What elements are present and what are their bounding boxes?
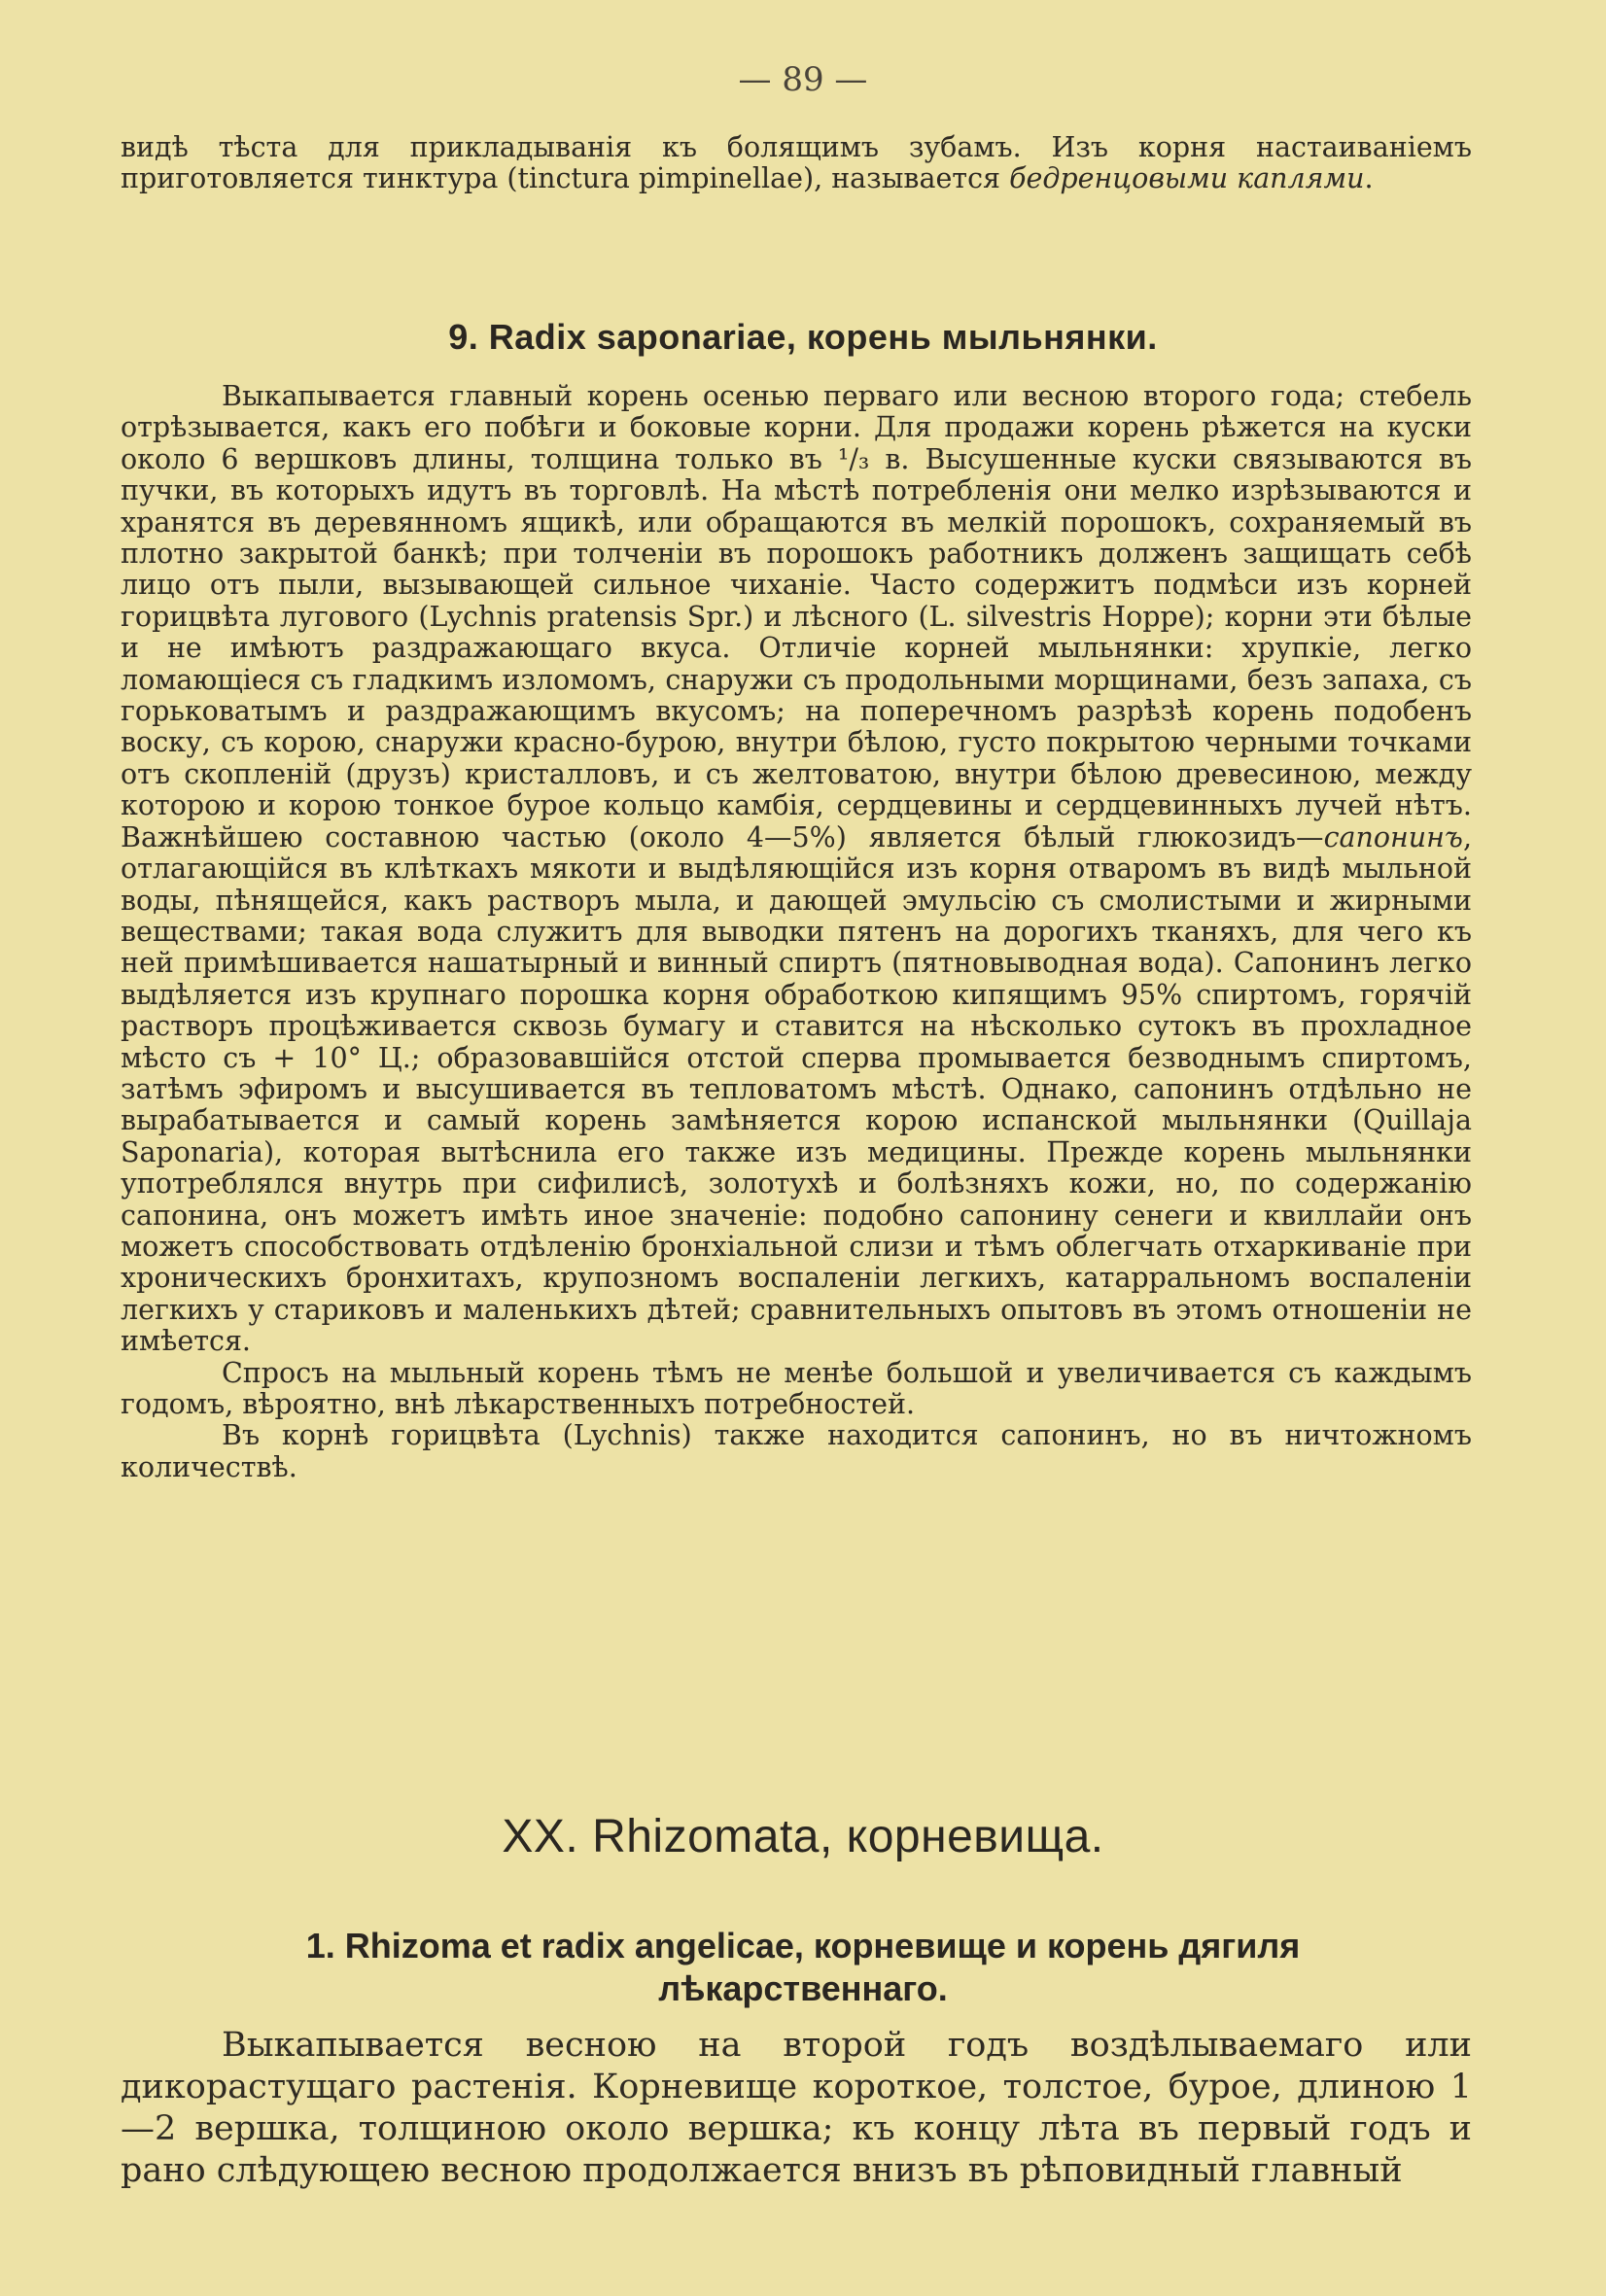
saponaria-paragraph-1 [121, 381, 1472, 1358]
intro-italic-term: бедренцовыми каплями [1009, 162, 1365, 195]
section-heading: XX. Rhizomata, корневища. [502, 1811, 1104, 1862]
intro-paragraph [121, 132, 1472, 195]
angelica-body [121, 2025, 1472, 2192]
intro-text-a: видѣ тѣста для прикладыванія къ болящимъ зубамъ. Изъ корня настаиваніемъ приготовляется тинктура (tinctura pimpinellae), называется [121, 131, 1472, 195]
saponaria-body [121, 381, 1472, 1483]
saponaria-heading: 9. Radix saponariae, корень мыльнянки. [448, 317, 1158, 357]
intro-text [121, 132, 1472, 195]
saponaria-p1-italic: сапонинъ [1323, 820, 1463, 853]
intro-text-c: . [1364, 162, 1374, 195]
page-number: — 89 — [738, 60, 868, 99]
saponaria-p1-text-a: Выкапывается главный корень осенью перваго или весною второго года; стебель отрѣзывается, какъ его побѣги и боковые корни. Для продажи корень рѣжется на куски около 6 вершковъ длины, толщина только въ ¹/₃ в. Высушенные куски связываются въ пучки, въ которыхъ идутъ въ торговлѣ. На мѣстѣ потребленія они мелко изрѣзываются и хранятся въ деревянномъ ящикѣ, или обращаются въ мелкій порошокъ, сохраняемый въ плотно закрытой банкѣ; при толченіи въ порошокъ работникъ долженъ защищать себѣ лицо отъ пыли, вызывающей сильное чиханіе. Часто содержитъ подмѣси изъ корней горицвѣта лугового (Lychnis pratensis Spr.) и лѣсного (L. silvestris Hoppe); корни эти бѣлые и не имѣютъ раздражающаго вкуса. Отличіе корней мыльнянки: хрупкіе, легко ломающіеся съ гладкимъ изломомъ, снаружи съ продольными морщинами, безъ запаха, съ горьковатымъ и раздражающимъ вкусомъ; на поперечномъ разрѣзѣ корень подобенъ воску, съ корою, снаружи красно-бурою, внутри бѣлою, густо покрытою черными точками отъ скопленій (друзъ) кристалловъ, и съ желтоватою, внутри бѣлою древесиною, между которою и корою тонкое бурое кольцо камбія, сердцевины и сердцевинныхъ лучей нѣтъ. Важнѣйшею составною частью (около 4—5%) является бѣлый глюкозидъ— [121, 380, 1472, 853]
saponaria-p1-text-b: , отлагающійся въ клѣткахъ мякоти и выдѣляющійся изъ корня отваромъ въ видѣ мыльной воды, пѣнящейся, какъ растворъ мыла, и дающей эмульсію съ смолистыми и жирными веществами; такая вода служитъ для выводки пятенъ на дорогихъ тканяхъ, для чего къ ней примѣшивается нашатырный и винный спиртъ (пятновыводная вода). Сапонинъ легко выдѣляется изъ крупнаго порошка корня обработкою кипящимъ 95% спиртомъ, горячій растворъ процѣживается сквозь бумагу и ставится на нѣсколько сутокъ въ прохладное мѣсто съ + 10° Ц.; образовавшійся отстой сперва промывается безводнымъ спиртомъ, затѣмъ эфиромъ и высушивается въ тепловатомъ мѣстѣ. Однако, сапонинъ отдѣльно не вырабатывается и самый корень замѣняется корою испанской мыльнянки (Quillaja Saponaria), которая вытѣснила его также изъ медицины. Прежде корень мыльнянки употреблялся внутрь при сифилисѣ, золотухѣ и болѣзняхъ кожи, но, по содержанію сапонина, онъ можетъ имѣть иное значеніе: подобно сапонину сенеги и квиллайи онъ можетъ способствовать отдѣленію бронхіальной слизи и тѣмъ облегчать отхаркиваніе при хроническихъ бронхитахъ, крупозномъ воспаленіи легкихъ, катарральномъ воспаленіи легкихъ у стариковъ и маленькихъ дѣтей; сравнительныхъ опытовъ въ этомъ отношеніи не имѣется. [121, 820, 1472, 1358]
saponaria-paragraph-2: Спросъ на мыльный корень тѣмъ не менѣе большой и увеличивается съ каждымъ годомъ, вѣроятно, внѣ лѣкарственныхъ потребностей. [121, 1356, 1472, 1420]
saponaria-paragraph-3: Въ корнѣ горицвѣта (Lychnis) также находится сапонинъ, но въ ничтожномъ количествѣ. [121, 1419, 1472, 1483]
angelica-paragraph-1: Выкапывается весною на второй годъ воздѣлываемаго или дикорастущаго растенія. Корневище короткое, толстое, бурое, длиною 1—2 вершка, толщиною около вершка; къ концу лѣта въ первый годъ и рано слѣдующею весною продолжается внизъ въ рѣповидный главный [121, 2026, 1472, 2190]
angelica-heading: 1. Rhizoma et radix angelicae, корневище и корень дягиля лѣкарственнаго. [305, 1926, 1301, 2008]
